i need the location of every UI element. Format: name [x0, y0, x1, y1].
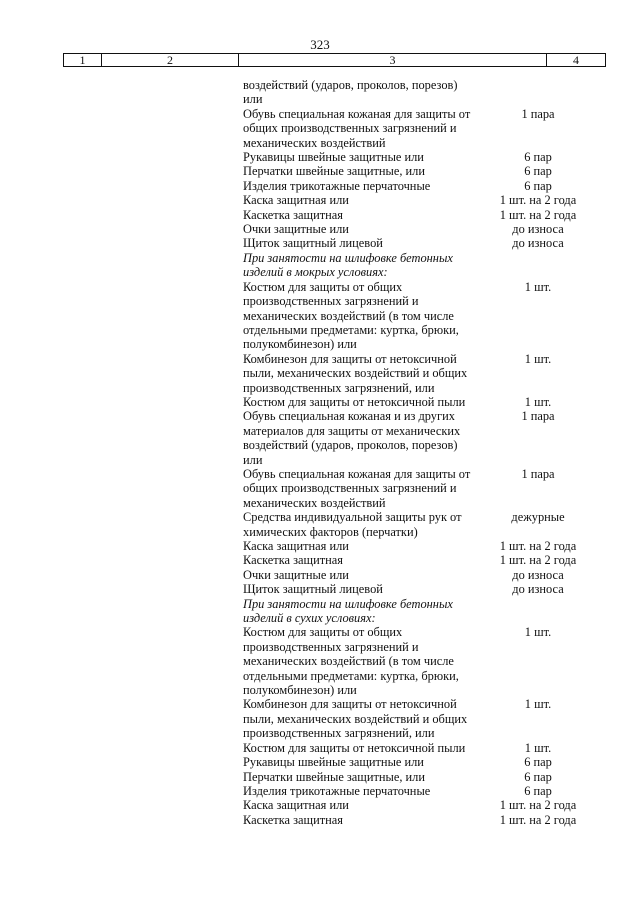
- table-row: [243, 582, 593, 596]
- item-name: [243, 193, 483, 207]
- item-name-line: Рукавицы швейные защитные или: [243, 755, 424, 770]
- item-name-line: Каска защитная или: [243, 798, 349, 813]
- item-name-line: Костюм для защиты от общих: [243, 625, 403, 640]
- item-name: [243, 236, 483, 250]
- item-name-line: общих производственных загрязнений и: [243, 121, 457, 136]
- item-name-line: Обувь специальная кожаная для защиты от: [243, 106, 471, 121]
- table-row: [243, 352, 593, 395]
- item-name-line: производственных загрязнений, или: [243, 380, 435, 395]
- item-name-line: Каска защитная или: [243, 539, 349, 553]
- item-name: [243, 208, 483, 222]
- item-name-line: Щиток защитный лицевой: [243, 582, 383, 597]
- item-quantity: до износа: [512, 582, 564, 597]
- item-name: [243, 222, 483, 236]
- item-name-line: изделий в мокрых условиях:: [243, 265, 388, 280]
- item-name: [243, 784, 483, 798]
- section-heading: [243, 251, 483, 280]
- item-quantity: 1 шт.: [524, 279, 552, 294]
- item-name-line: отдельными предметами: куртка, брюки,: [243, 322, 459, 337]
- item-name: [243, 625, 483, 697]
- table-header: [63, 53, 606, 67]
- item-quantity: 1 пара: [521, 106, 555, 121]
- item-quantity: [483, 597, 593, 626]
- item-name-line: химических факторов (перчатки): [243, 524, 418, 539]
- item-name-line: Средства индивидуальной защиты рук от: [243, 510, 462, 525]
- table-row: [243, 409, 593, 467]
- table-row: [243, 568, 593, 582]
- item-name: [243, 78, 483, 107]
- item-name-line: Каскетка защитная: [243, 207, 343, 222]
- item-quantity: 6 пар: [524, 769, 552, 784]
- item-name-line: Костюм для защиты от нетоксичной пыли: [243, 394, 466, 409]
- item-name: [243, 510, 483, 539]
- item-quantity: до износа: [512, 222, 564, 237]
- item-quantity: 1 шт. на 2 года: [499, 812, 577, 827]
- item-quantity: до износа: [512, 236, 564, 251]
- item-name: [243, 798, 483, 812]
- header-col-3: 3: [239, 54, 547, 66]
- item-name-line: Костюм для защиты от общих: [243, 279, 403, 294]
- item-name-line: Щиток защитный лицевой: [243, 236, 383, 251]
- table-row: [243, 798, 593, 812]
- item-name-line: Комбинезон для защиты от нетоксичной: [243, 351, 457, 366]
- item-name-line: воздействий (ударов, проколов, порезов): [243, 78, 458, 92]
- table-row: [243, 280, 593, 352]
- section-heading: [243, 597, 483, 626]
- item-name: [243, 770, 483, 784]
- item-quantity: 6 пар: [524, 178, 552, 193]
- item-name: [243, 179, 483, 193]
- item-quantity: 1 шт.: [524, 625, 552, 640]
- item-quantity: [483, 78, 593, 107]
- table-row: [243, 697, 593, 740]
- table-row: [243, 236, 593, 250]
- item-name-line: Обувь специальная кожаная и из других: [243, 409, 455, 424]
- item-name-line: Обувь специальная кожаная для защиты от: [243, 466, 471, 481]
- table-row: [243, 193, 593, 207]
- table-row: [243, 755, 593, 769]
- item-name: [243, 539, 483, 553]
- item-name-line: Каскетка защитная: [243, 553, 343, 568]
- item-name-line: Изделия трикотажные перчаточные: [243, 178, 431, 193]
- table-row: [243, 510, 593, 539]
- item-quantity: 1 пара: [521, 466, 555, 481]
- item-quantity: 6 пар: [524, 150, 552, 165]
- table-row: [243, 467, 593, 510]
- item-name: [243, 755, 483, 769]
- item-name-line: или: [243, 452, 263, 467]
- table-row: [243, 208, 593, 222]
- item-name-line: производственных загрязнений и: [243, 294, 419, 309]
- table-row: [243, 553, 593, 567]
- item-quantity: 1 шт. на 2 года: [499, 539, 577, 553]
- item-quantity: [483, 251, 593, 280]
- table-row: [243, 150, 593, 164]
- table-body: [243, 78, 593, 827]
- item-name-line: отдельными предметами: куртка, брюки,: [243, 668, 459, 683]
- item-name-line: Перчатки швейные защитные, или: [243, 164, 425, 179]
- page-number: 323: [310, 37, 330, 52]
- table-row: [243, 741, 593, 755]
- item-name-line: Каскетка защитная: [243, 812, 343, 827]
- table-row: [243, 770, 593, 784]
- table-row: [243, 164, 593, 178]
- item-name-line: механических воздействий (в том числе: [243, 308, 454, 323]
- table-row: [243, 78, 593, 107]
- table-row: [243, 107, 593, 150]
- item-quantity: до износа: [512, 567, 564, 582]
- item-name: [243, 813, 483, 827]
- item-name: [243, 107, 483, 150]
- item-name-line: Каска защитная или: [243, 193, 349, 208]
- item-quantity: 1 шт. на 2 года: [499, 798, 577, 813]
- table-row: [243, 251, 593, 280]
- header-col-1: 1: [64, 54, 102, 66]
- item-name: [243, 164, 483, 178]
- item-name-line: производственных загрязнений и: [243, 639, 419, 654]
- item-name-line: производственных загрязнений, или: [243, 726, 435, 741]
- item-quantity: дежурные: [511, 510, 565, 525]
- item-name: [243, 280, 483, 352]
- item-quantity: 6 пар: [524, 783, 552, 798]
- item-name-line: При занятости на шлифовке бетонных: [243, 250, 453, 265]
- item-name-line: Комбинезон для защиты от нетоксичной: [243, 697, 457, 712]
- item-name-line: Рукавицы швейные защитные или: [243, 150, 424, 165]
- item-name: [243, 352, 483, 395]
- item-name-line: Очки защитные или: [243, 567, 349, 582]
- item-quantity: 1 шт.: [524, 351, 552, 366]
- item-name-line: Костюм для защиты от нетоксичной пыли: [243, 740, 466, 755]
- table-row: [243, 597, 593, 626]
- item-quantity: 1 пара: [521, 409, 555, 424]
- item-name-line: воздействий (ударов, проколов, порезов): [243, 438, 458, 453]
- item-name: [243, 582, 483, 596]
- item-quantity: 1 шт. на 2 года: [499, 193, 577, 208]
- item-name: [243, 150, 483, 164]
- item-name: [243, 568, 483, 582]
- item-quantity: 1 шт. на 2 года: [499, 207, 577, 222]
- item-name: [243, 467, 483, 510]
- item-name-line: изделий в сухих условиях:: [243, 611, 376, 626]
- item-name-line: полукомбинезон) или: [243, 683, 357, 698]
- item-name-line: механических воздействий: [243, 495, 386, 510]
- table-row: [243, 625, 593, 697]
- item-name-line: При занятости на шлифовке бетонных: [243, 596, 453, 611]
- item-name: [243, 697, 483, 740]
- item-quantity: 6 пар: [524, 164, 552, 179]
- item-name: [243, 395, 483, 409]
- item-name-line: материалов для защиты от механических: [243, 423, 461, 438]
- item-name-line: пыли, механических воздействий и общих: [243, 366, 468, 381]
- table-row: [243, 784, 593, 798]
- item-name-line: Изделия трикотажные перчаточные: [243, 783, 431, 798]
- item-quantity: 6 пар: [524, 755, 552, 770]
- item-quantity: 1 шт.: [524, 394, 552, 409]
- item-name-line: пыли, механических воздействий и общих: [243, 711, 468, 726]
- item-name-line: механических воздействий (в том числе: [243, 654, 454, 669]
- item-quantity: 1 шт. на 2 года: [499, 553, 577, 568]
- table-row: [243, 179, 593, 193]
- item-name: [243, 409, 483, 467]
- item-name-line: Перчатки швейные защитные, или: [243, 769, 425, 784]
- item-name-line: механических воздействий: [243, 135, 386, 150]
- table-row: [243, 222, 593, 236]
- item-quantity: 1 шт.: [524, 740, 552, 755]
- item-name-line: полукомбинезон) или: [243, 337, 357, 352]
- item-name: [243, 553, 483, 567]
- item-quantity: 1 шт.: [524, 697, 552, 712]
- header-col-4: 4: [573, 53, 579, 67]
- table-row: [243, 539, 593, 553]
- header-col-2: 2: [102, 54, 239, 66]
- item-name-line: общих производственных загрязнений и: [243, 481, 457, 496]
- item-name-line: Очки защитные или: [243, 222, 349, 237]
- item-name-line: или: [243, 92, 263, 107]
- table-row: [243, 395, 593, 409]
- table-row: [243, 813, 593, 827]
- item-name: [243, 741, 483, 755]
